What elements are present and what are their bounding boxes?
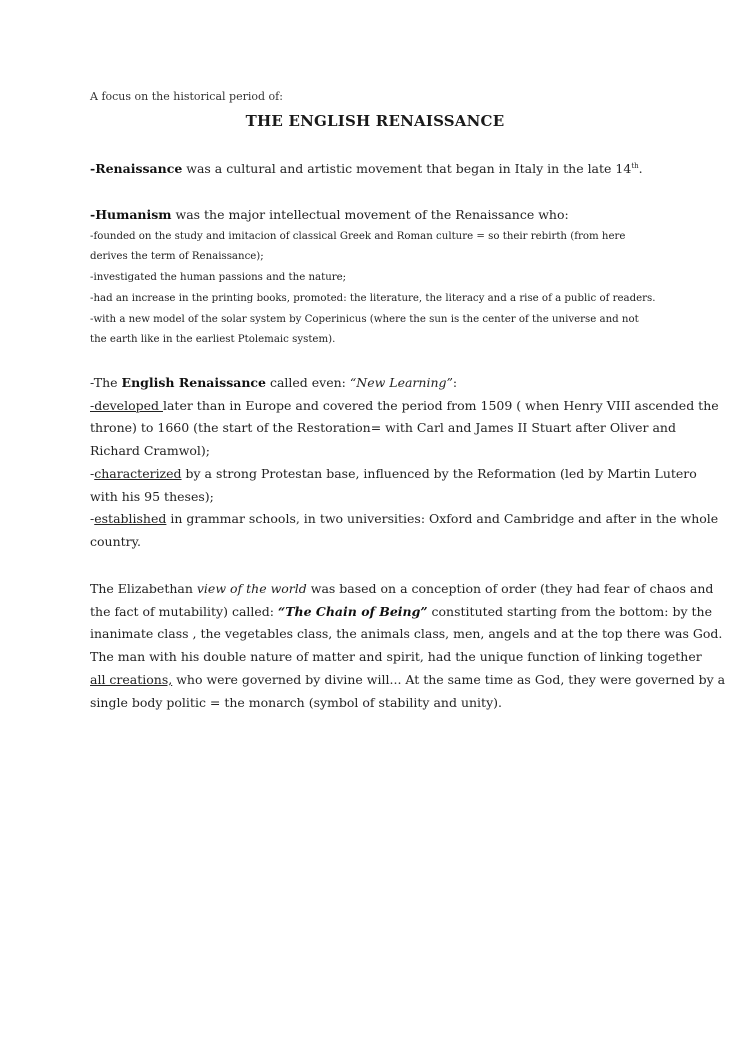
elizabethan-text-line: The man with his double nature of matter and spirit, had the unique function of linking together	[90, 649, 702, 665]
renaissance-text: was a cultural and artistic movement that began in Italy in the late 14	[182, 161, 632, 176]
characterized-text-line: with his 95 theses);	[90, 488, 214, 504]
humanism-line: the earth like in the earliest Ptolemaic system).	[90, 334, 336, 346]
established-dash: -	[90, 511, 95, 527]
humanism-line: -with a new model of the solar system by Coperinicus (where the sun is the center of the universe and not	[90, 313, 639, 325]
humanism-paragraph	[90, 204, 670, 351]
humanism-text: was the major intellectual movement of the Renaissance who:	[171, 207, 569, 222]
renaissance-term: -Renaissance	[90, 161, 183, 176]
english-renaissance-paragraph	[90, 372, 719, 554]
humanism-line: -investigated the human passions and the nature;	[90, 272, 347, 284]
intro-line: A focus on the historical period of:	[90, 90, 283, 103]
english-renaissance-term: English Renaissance	[121, 375, 266, 390]
view-of-world-phrase: view of the world	[196, 581, 307, 596]
document-title: THE ENGLISH RENAISSANCE	[245, 112, 505, 130]
characterized-dash: -	[90, 465, 95, 481]
established-keyword: established	[94, 511, 167, 527]
renaissance-end: .	[638, 161, 643, 176]
english-end: :	[452, 375, 458, 390]
elizabethan-text-line: inanimate class , the vegetables class, the animals class, men, angels and at the top there was God.	[90, 626, 723, 642]
elizabethan-text: constituted starting from the bottom: by the	[427, 603, 712, 619]
characterized-text: by a strong Protestan base, influenced by the Reformation (led by Martin Lutero	[181, 465, 697, 481]
developed-text-line: throne) to 1660 (the start of the Restoration= with Carl and James II Stuart after Oliver and	[90, 420, 676, 436]
characterized-keyword: characterized	[94, 465, 182, 481]
renaissance-superscript: th	[631, 161, 639, 170]
humanism-line: derives the term of Renaissance);	[90, 251, 264, 263]
all-creations-phrase: all creations,	[90, 671, 173, 687]
developed-keyword: -developed	[90, 397, 163, 413]
english-pre: -The	[90, 375, 122, 390]
humanism-line: -had an increase in the printing books, promoted: the literature, the literacy and a rise of a public of readers.	[90, 292, 656, 304]
elizabethan-text: who were governed by divine will... At the same time as God, they were governed by a	[172, 671, 726, 687]
renaissance-paragraph	[90, 158, 670, 181]
humanism-line: -founded on the study and imitacion of classical Greek and Roman culture = so their rebirth (from here	[90, 230, 626, 242]
elizabethan-paragraph	[90, 578, 726, 714]
humanism-term: -Humanism	[90, 207, 172, 222]
established-text-line: country.	[90, 533, 142, 549]
english-mid: called even:	[265, 375, 350, 390]
elizabethan-text-line: single body politic = the monarch (symbol of stability and unity).	[90, 694, 502, 710]
elizabethan-text: was based on a conception of order (they had fear of chaos and	[306, 581, 714, 596]
chain-of-being-phrase: “The Chain of Being”	[278, 603, 428, 619]
new-learning-quote: “New Learning”	[349, 375, 453, 390]
elizabethan-text: the fact of mutability) called:	[90, 603, 278, 619]
developed-text-line: Richard Cramwol);	[90, 443, 211, 459]
elizabethan-text: The Elizabethan	[90, 581, 197, 596]
developed-text: later than in Europe and covered the period from 1509 ( when Henry VIII ascended the	[162, 397, 719, 413]
established-text: in grammar schools, in two universities: Oxford and Cambridge and after in the whole	[166, 511, 719, 527]
